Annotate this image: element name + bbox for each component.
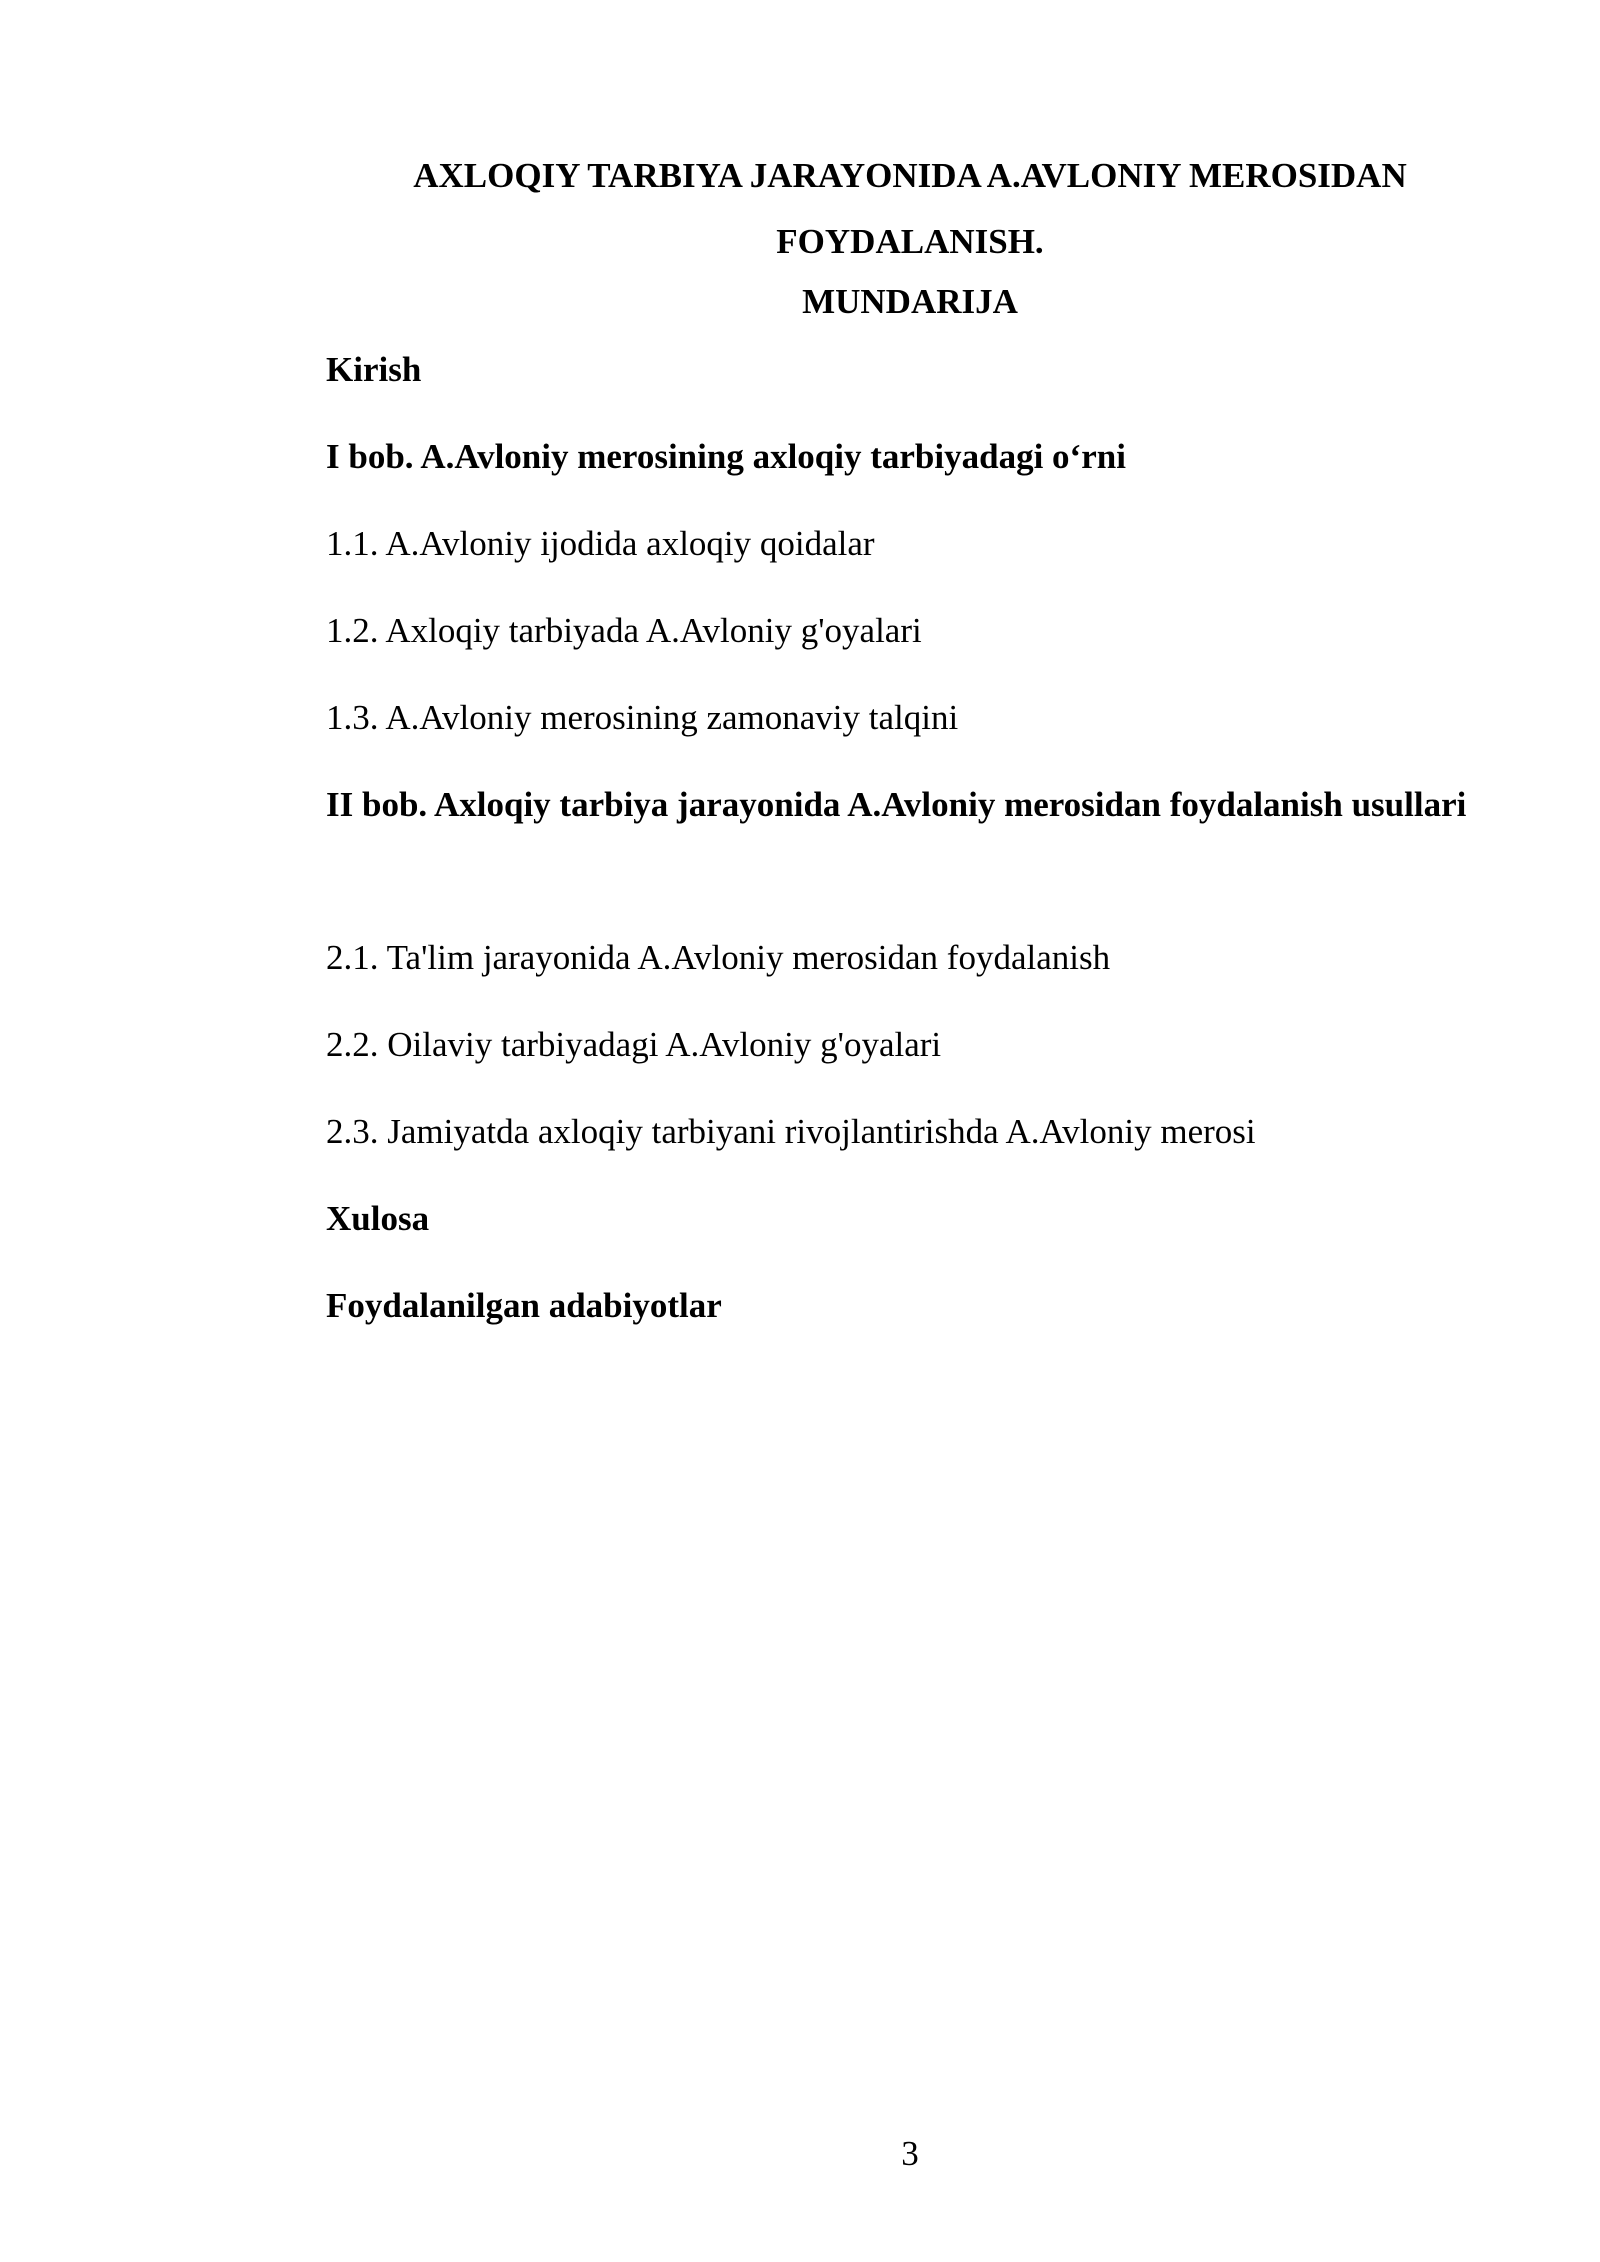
toc-entry-2-1: 2.1. Ta'lim jarayonida A.Avloniy merosidan foydalanish: [326, 938, 1111, 977]
toc-entry-references: Foydalanilgan adabiyotlar: [326, 1286, 722, 1325]
toc-heading: MUNDARIJA: [802, 282, 1018, 321]
page-number: 3: [901, 2134, 919, 2173]
toc-entry-chapter-2: II bob. Axloqiy tarbiya jarayonida A.Avloniy merosidan foydalanish usullari: [326, 785, 1467, 824]
toc-entry-1-1: 1.1. A.Avloniy ijodida axloqiy qoidalar: [326, 524, 875, 563]
toc-entry-1-3: 1.3. A.Avloniy merosining zamonaviy talqini: [326, 698, 959, 737]
toc-entry-kirish: Kirish: [326, 350, 422, 389]
toc-entry-chapter-1: I bob. A.Avloniy merosining axloqiy tarbiyadagi o‘rni: [326, 437, 1126, 476]
toc-entry-1-2: 1.2. Axloqiy tarbiyada A.Avloniy g'oyalari: [326, 611, 922, 650]
toc-entry-2-3: 2.3. Jamiyatda axloqiy tarbiyani rivojlantirishda A.Avloniy merosi: [326, 1112, 1256, 1151]
toc-entry-2-2: 2.2. Oilaviy tarbiyadagi A.Avloniy g'oyalari: [326, 1025, 942, 1064]
document-title: AXLOQIY TARBIYA JARAYONIDA A.AVLONIY MEROSIDAN FOYDALANISH.: [413, 156, 1407, 261]
toc-entry-xulosa: Xulosa: [326, 1199, 430, 1238]
